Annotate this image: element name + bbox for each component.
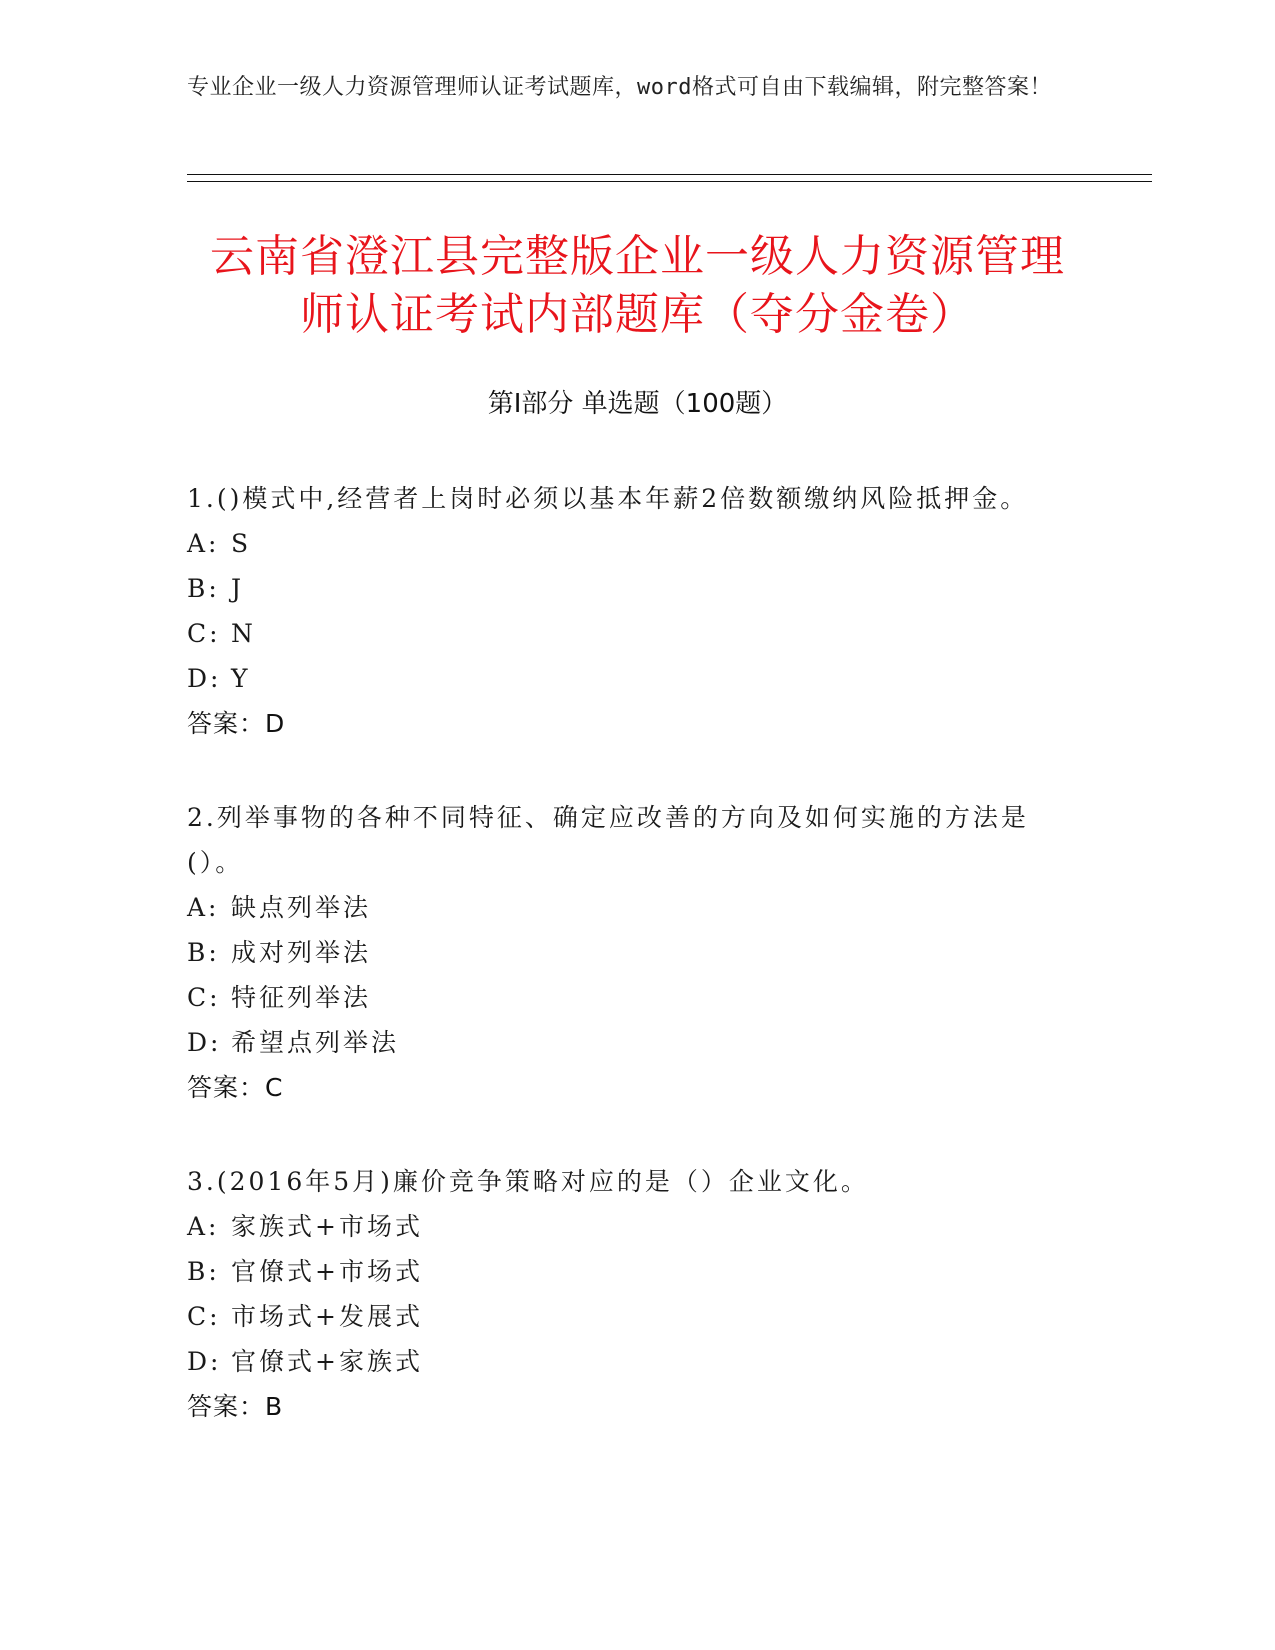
- question-2: [187, 795, 1082, 1110]
- option-key: C:: [187, 1302, 221, 1331]
- option-key: D:: [187, 664, 222, 693]
- option-b: [187, 1249, 1082, 1294]
- option-text: 缺点列举法: [231, 893, 372, 922]
- option-d: [187, 1339, 1082, 1384]
- option-text: 希望点列举法: [231, 1028, 400, 1057]
- option-key: B:: [187, 574, 220, 603]
- question-list: [187, 476, 1082, 1478]
- question-stem: 3.(2016年5月)廉价竞争策略对应的是（）企业文化。: [187, 1167, 869, 1196]
- title-line-1: 云南省澄江县完整版企业一级人力资源管理: [210, 231, 1065, 282]
- option-c: [187, 611, 1082, 656]
- option-a: [187, 885, 1082, 930]
- option-text: 市场式+发展式: [231, 1302, 423, 1331]
- option-text: J: [231, 574, 245, 603]
- question-stem: 1.()模式中,经营者上岗时必须以基本年薪2倍数额缴纳风险抵押金。: [187, 484, 1029, 513]
- option-d: [187, 656, 1082, 701]
- option-text: 家族式+市场式: [231, 1212, 423, 1241]
- option-text: 官僚式+家族式: [231, 1347, 423, 1376]
- header-divider-bottom: [187, 181, 1152, 182]
- answer-line: 答案：B: [187, 1392, 284, 1421]
- option-text: Y: [231, 664, 251, 693]
- question-stem: 2.列举事物的各种不同特征、确定应改善的方向及如何实施的方法是(）。: [187, 803, 1029, 877]
- answer-line: 答案：D: [187, 709, 286, 738]
- header-note: 专业企业一级人力资源管理师认证考试题库，word格式可自由下载编辑，附完整答案！: [187, 75, 1052, 100]
- option-text: 成对列举法: [231, 938, 372, 967]
- section-heading: 第Ⅰ部分 单选题（100题）: [487, 389, 788, 419]
- option-text: 官僚式+市场式: [231, 1257, 423, 1286]
- header-divider-top: [187, 174, 1152, 175]
- option-c: [187, 1294, 1082, 1339]
- question-1: [187, 476, 1082, 746]
- option-d: [187, 1020, 1082, 1065]
- option-key: A:: [187, 529, 220, 558]
- option-key: B:: [187, 938, 220, 967]
- title-line-2: 师认证考试内部题库（夺分金卷）: [300, 289, 975, 340]
- option-b: [187, 930, 1082, 975]
- option-text: S: [231, 529, 252, 558]
- document-title: [160, 228, 1115, 344]
- option-a: [187, 1204, 1082, 1249]
- option-key: D:: [187, 1347, 222, 1376]
- question-3: [187, 1159, 1082, 1429]
- option-key: A:: [187, 893, 220, 922]
- answer-line: 答案：C: [187, 1073, 284, 1102]
- option-key: C:: [187, 619, 221, 648]
- option-text: N: [231, 619, 256, 648]
- option-c: [187, 975, 1082, 1020]
- option-key: A:: [187, 1212, 220, 1241]
- option-a: [187, 521, 1082, 566]
- option-text: 特征列举法: [231, 983, 372, 1012]
- option-key: B:: [187, 1257, 220, 1286]
- option-key: D:: [187, 1028, 222, 1057]
- option-key: C:: [187, 983, 221, 1012]
- option-b: [187, 566, 1082, 611]
